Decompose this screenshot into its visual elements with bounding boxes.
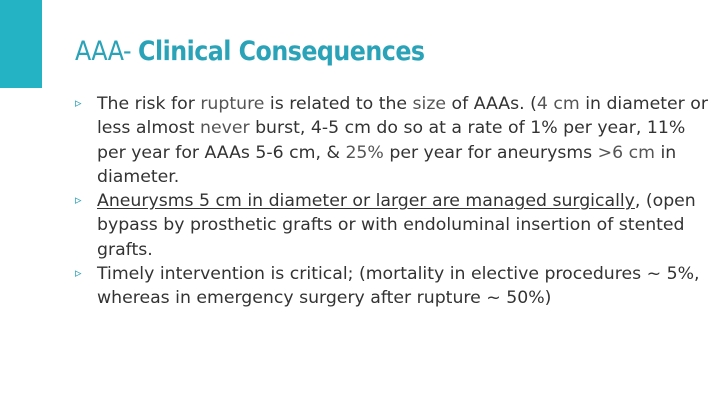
slide-title	[75, 36, 425, 67]
keyword-never: never	[200, 118, 250, 139]
bullet-list	[75, 92, 715, 311]
bullet-arrow-icon: ▹	[75, 266, 82, 282]
bullet-arrow-icon: ▹	[75, 96, 82, 111]
keyword-25-percent: 25%	[345, 142, 384, 163]
bullet-text: Aneurysms 5 cm in diameter or larger are managed surgically, (open bypass by prosthetic grafts or with endoluminal insertion of stented grafts.	[97, 191, 696, 260]
underlined-text: Aneurysms 5 cm in diameter or larger are managed surgically	[97, 191, 635, 212]
bullet-arrow-icon: ▹	[75, 193, 82, 209]
bullet-item-timely-intervention	[75, 262, 715, 311]
keyword-gt-6cm: >6 cm	[597, 142, 655, 163]
keyword-rupture: rupture	[200, 94, 265, 114]
bullet-text: The risk for rupture is related to the size of AAAs. (4 cm in diameter or less almost never burst, 4-5 cm do so at a rate of 1% per year, 11% per year for AAAs 5-6 cm, & 25% per year for aneurysms >6 cm in diameter.	[97, 94, 708, 187]
title-main: Clinical Consequences	[138, 36, 425, 67]
keyword-size: size	[412, 94, 447, 114]
title-prefix: AAA-	[75, 36, 139, 67]
bullet-item-surgical-management	[75, 189, 715, 262]
bullet-item-rupture-risk	[75, 92, 715, 189]
bullet-text: Timely intervention is critical; (mortality in elective procedures ~ 5%, whereas in emergency surgery after rupture ~ 50%)	[97, 264, 700, 309]
keyword-4cm: 4 cm	[536, 94, 580, 114]
accent-bar	[0, 0, 42, 88]
